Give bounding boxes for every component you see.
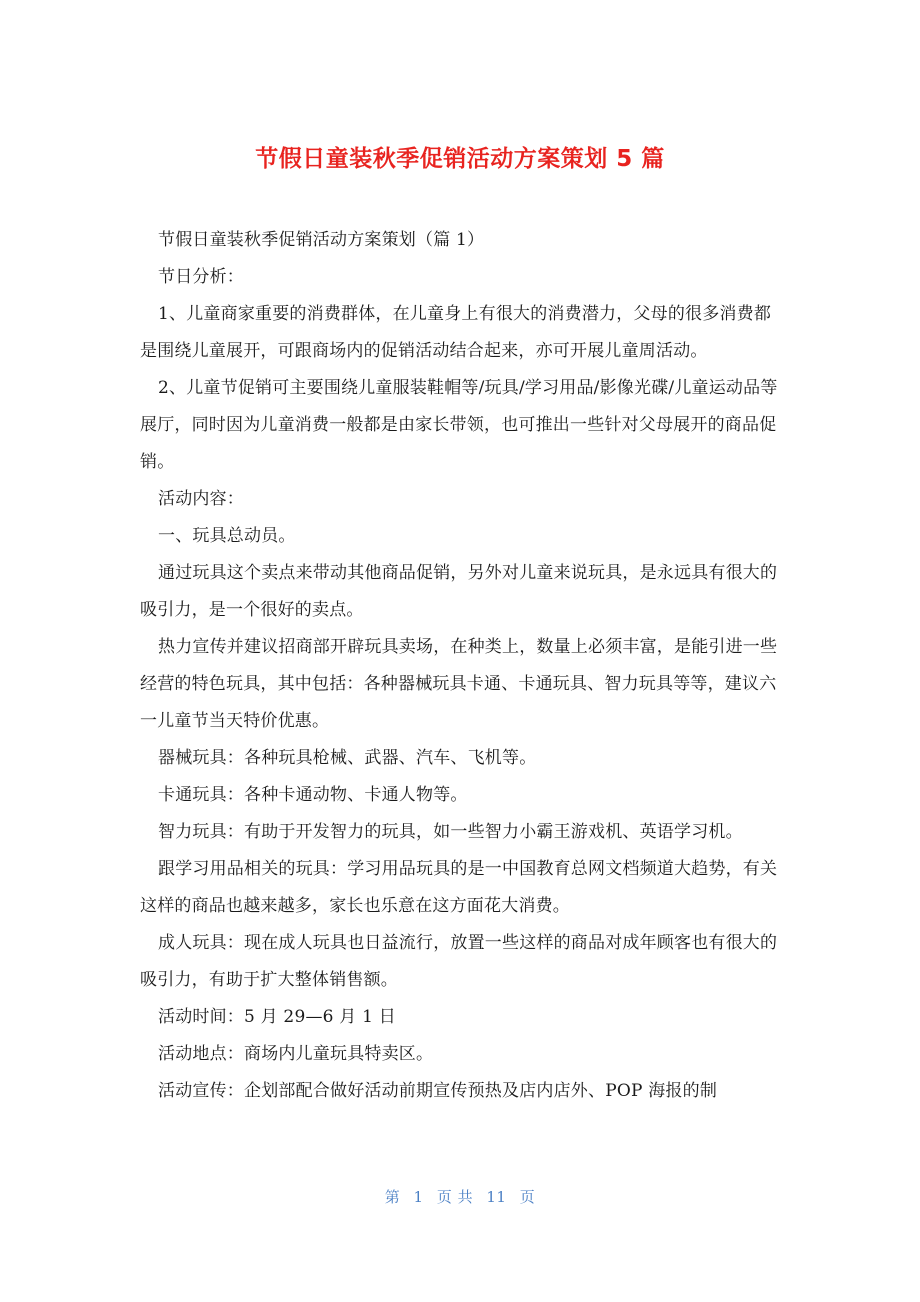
paragraph: 节日分析：: [158, 267, 244, 287]
paragraph: 活动内容：: [158, 489, 244, 509]
paragraph: 活动地点：商场内儿童玩具特卖区。: [158, 1044, 434, 1064]
paragraph: 器械玩具：各种玩具枪械、武器、汽车、飞机等。: [158, 748, 537, 768]
footer-page-number: 1: [413, 1188, 424, 1206]
paragraph: 1、儿童商家重要的消费群体，在儿童身上有很大的消费潜力，父母的很多消费都是围绕儿童展开，可跟商场内的促销活动结合起来，亦可开展儿童周活动。: [140, 304, 772, 361]
paragraph: 活动宣传：企划部配合做好活动前期宣传预热及店内店外、POP 海报的制: [158, 1081, 718, 1101]
paragraph: 活动时间：5 月 29—6 月 1 日: [158, 1007, 396, 1027]
paragraph: 2、儿童节促销可主要围绕儿童服装鞋帽等/玩具/学习用品/影像光碟/儿童运动品等展厅，同时因为儿童消费一般都是由家长带领，也可推出一些针对父母展开的商品促销。: [140, 378, 778, 472]
footer-middle: 页 共: [436, 1188, 474, 1206]
paragraph: 一、玩具总动员。: [158, 526, 296, 546]
paragraph: 智力玩具：有助于开发智力的玩具，如一些智力小霸王游戏机、英语学习机。: [158, 822, 743, 842]
paragraph: 卡通玩具：各种卡通动物、卡通人物等。: [158, 785, 468, 805]
paragraph: 通过玩具这个卖点来带动其他商品促销，另外对儿童来说玩具，是永远具有很大的吸引力，是一个很好的卖点。: [140, 563, 778, 620]
paragraph: 跟学习用品相关的玩具：学习用品玩具的是一中国教育总网文档频道大趋势，有关这样的商品也越来越多，家长也乐意在这方面花大消费。: [140, 859, 778, 916]
footer-prefix: 第: [384, 1188, 401, 1206]
page-footer: [0, 1186, 920, 1207]
paragraph: 成人玩具：现在成人玩具也日益流行，放置一些这样的商品对成年顾客也有很大的吸引力，有助于扩大整体销售额。: [140, 933, 778, 990]
footer-total-pages: 11: [486, 1188, 507, 1206]
footer-suffix: 页: [519, 1188, 536, 1206]
paragraph: 热力宣传并建议招商部开辟玩具卖场，在种类上，数量上必须丰富，是能引进一些经营的特色玩具，其中包括：各种器械玩具卡通、卡通玩具、智力玩具等等，建议六一儿童节当天特价优惠。: [140, 637, 778, 731]
paragraph: 节假日童装秋季促销活动方案策划（篇 1）: [158, 230, 485, 250]
document-title: 节假日童装秋季促销活动方案策划 5 篇: [255, 146, 665, 172]
document-body: [140, 222, 780, 1110]
